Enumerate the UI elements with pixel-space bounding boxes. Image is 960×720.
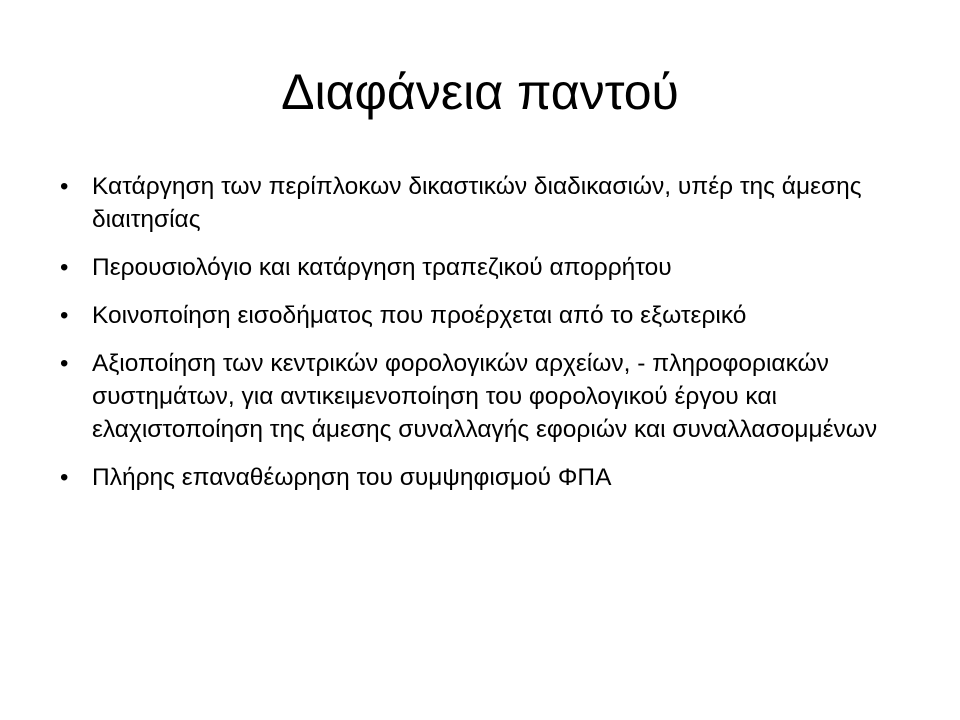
bullet-list <box>60 170 920 509</box>
bullet-item <box>60 299 920 332</box>
bullet-item <box>60 461 920 494</box>
bullet-item <box>60 251 920 284</box>
bullet-text: Περουσιολόγιο και κατάργηση τραπεζικού απορρήτου <box>92 254 672 281</box>
bullet-dot-icon: • <box>60 302 69 329</box>
bullet-dot-icon: • <box>60 350 69 377</box>
bullet-text: Κοινοποίηση εισοδήματος που προέρχεται από το εξωτερικό <box>92 302 747 329</box>
bullet-item <box>60 347 920 446</box>
bullet-dot-icon: • <box>60 254 69 281</box>
slide-title: Διαφάνεια παντού <box>281 64 679 120</box>
bullet-text: Πλήρης επαναθέωρηση του συμψηφισμού ΦΠΑ <box>92 464 612 491</box>
bullet-text: Κατάργηση των περίπλοκων δικαστικών διαδικασιών, υπέρ της άμεσης διαιτησίας <box>92 173 862 233</box>
bullet-text: Αξιοποίηση των κεντρικών φορολογικών αρχείων, - πληροφοριακών συστημάτων, για αντικειμενοποίηση του φορολογικού έργου και ελαχιστοποίηση της άμεσης συναλλαγής εφοριών και συναλλασομμένων <box>92 350 878 443</box>
bullet-item <box>60 170 920 236</box>
bullet-dot-icon: • <box>60 464 69 491</box>
bullet-dot-icon: • <box>60 173 69 200</box>
